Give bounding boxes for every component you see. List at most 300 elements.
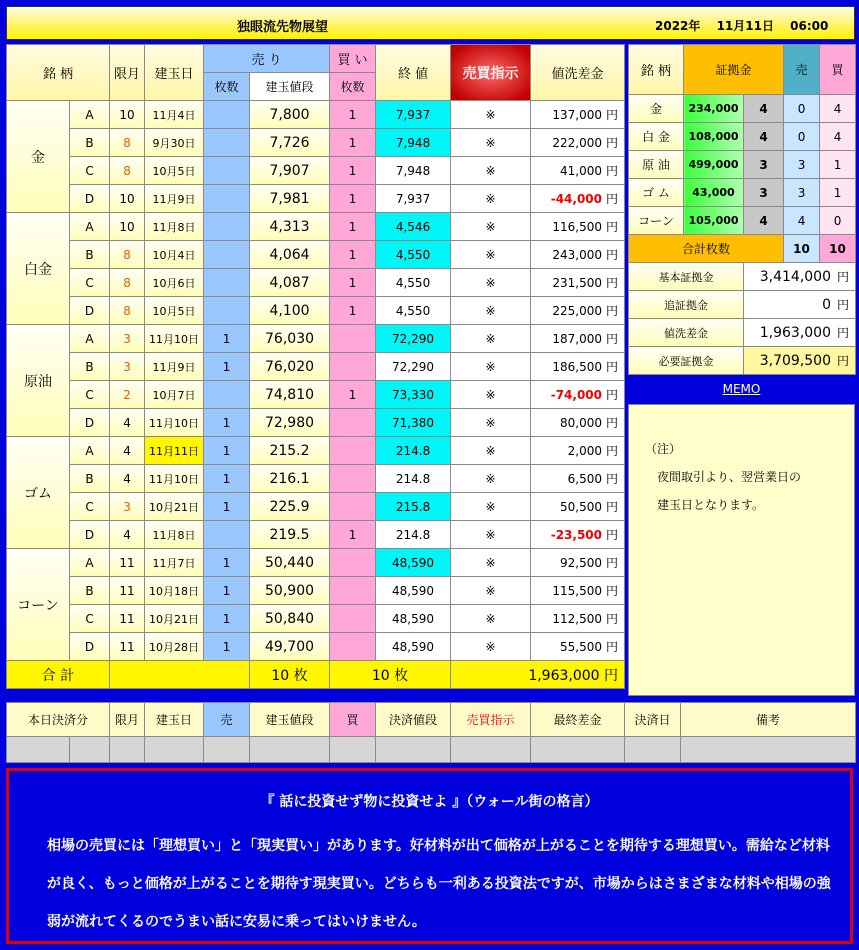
table-row	[7, 381, 625, 409]
summary-row	[629, 319, 856, 347]
instruction-cell[interactable]: ※	[451, 325, 531, 353]
memo-link[interactable]: MEMO	[722, 382, 761, 396]
close-price: 7,937	[376, 185, 451, 213]
close-price: 4,550	[376, 269, 451, 297]
side-header-kai: 買	[820, 45, 856, 95]
diff-value: 186,500	[552, 360, 603, 374]
contract-month: 10	[110, 101, 145, 129]
buy-qty: 1	[330, 213, 376, 241]
history-header: 売	[204, 703, 250, 737]
contract-code: D	[70, 297, 110, 325]
table-row	[7, 521, 625, 549]
history-header: 備考	[681, 703, 856, 737]
contract-code: A	[70, 325, 110, 353]
table-row	[7, 101, 625, 129]
margin-row	[629, 95, 856, 123]
contract-code: B	[70, 465, 110, 493]
valuation-diff	[531, 605, 625, 633]
commodity-name: コーン	[7, 549, 70, 661]
margin-sell: 4	[784, 207, 820, 235]
open-price: 49,700	[250, 633, 330, 661]
open-price: 219.5	[250, 521, 330, 549]
yen-unit: 円	[606, 444, 619, 458]
open-price: 7,907	[250, 157, 330, 185]
instruction-cell[interactable]: ※	[451, 633, 531, 661]
open-date: 10月7日	[145, 381, 204, 409]
header-maisu-kai: 枚数	[330, 73, 376, 101]
message-paragraph: 相場の売買には「理想買い」と「現実買い」があります。好材料が出て価格が上がることを期待する理想買い。需給など材料が良く、もっと価格が上がることを期待す現実買い。どちらも一利ある投資法ですが、市場からはさまざまな材料や相場の強弱が流れてくるのでうまい話に安易に乗ってはいけません。	[47, 838, 831, 930]
summary-amount: 1,963,000	[759, 325, 831, 341]
commodity-name: 白金	[7, 213, 70, 325]
margin-count: 4	[744, 95, 784, 123]
summary-label: 必要証拠金	[629, 347, 744, 375]
instruction-cell[interactable]: ※	[451, 269, 531, 297]
sell-qty	[204, 241, 250, 269]
table-row	[7, 577, 625, 605]
open-price: 4,087	[250, 269, 330, 297]
buy-qty: 1	[330, 185, 376, 213]
yen-unit: 円	[606, 556, 619, 570]
instruction-cell[interactable]: ※	[451, 129, 531, 157]
history-cell[interactable]	[681, 737, 856, 763]
margin-amount: 499,000	[684, 151, 744, 179]
contract-month: 8	[110, 241, 145, 269]
contract-code: C	[70, 605, 110, 633]
contract-code: B	[70, 241, 110, 269]
open-price: 4,313	[250, 213, 330, 241]
margin-commodity: ゴ ム	[629, 179, 684, 207]
sell-qty	[204, 297, 250, 325]
margin-buy: 4	[820, 95, 856, 123]
total-diff: 1,963,000 円	[451, 661, 625, 689]
table-row	[7, 129, 625, 157]
open-date: 10月21日	[145, 605, 204, 633]
open-price: 50,900	[250, 577, 330, 605]
diff-value: 187,000	[552, 332, 603, 346]
sell-qty	[204, 269, 250, 297]
history-header: 建玉日	[145, 703, 204, 737]
yen-unit: 円	[837, 270, 850, 284]
open-date: 11月8日	[145, 521, 204, 549]
buy-qty: 1	[330, 521, 376, 549]
instruction-cell[interactable]: ※	[451, 185, 531, 213]
diff-value: 137,000	[552, 108, 603, 122]
buy-qty: 1	[330, 381, 376, 409]
margin-commodity: 原 油	[629, 151, 684, 179]
open-price: 7,981	[250, 185, 330, 213]
open-date: 10月5日	[145, 297, 204, 325]
contract-month: 11	[110, 633, 145, 661]
diff-value: 50,500	[560, 500, 603, 514]
sell-qty	[204, 521, 250, 549]
header-owarine: 終 値	[376, 45, 451, 101]
open-price: 74,810	[250, 381, 330, 409]
datetime: 2022年 11月11日 06:00	[655, 19, 829, 33]
close-price: 48,590	[376, 549, 451, 577]
contract-code: D	[70, 185, 110, 213]
yen-unit: 円	[606, 640, 619, 654]
table-row	[7, 633, 625, 661]
valuation-diff	[531, 213, 625, 241]
close-price: 214.8	[376, 437, 451, 465]
summary-row	[629, 347, 856, 375]
table-row	[7, 549, 625, 577]
margin-buy: 4	[820, 123, 856, 151]
diff-value: 231,500	[552, 276, 603, 290]
close-price: 48,590	[376, 577, 451, 605]
open-price: 7,800	[250, 101, 330, 129]
baibai-shiji-button[interactable]: 売買指示	[451, 45, 531, 101]
open-date: 11月7日	[145, 549, 204, 577]
contract-month: 4	[110, 465, 145, 493]
yen-unit: 円	[837, 298, 850, 312]
summary-amount: 0	[822, 297, 831, 313]
open-date: 10月5日	[145, 157, 204, 185]
valuation-diff	[531, 549, 625, 577]
header-gengetsu: 限月	[110, 45, 145, 101]
sell-qty: 1	[204, 353, 250, 381]
contract-month: 11	[110, 605, 145, 633]
diff-value: 243,000	[552, 248, 603, 262]
side-header-shokokin: 証拠金	[684, 45, 784, 95]
contract-code: A	[70, 549, 110, 577]
yen-unit: 円	[606, 192, 619, 206]
contract-code: C	[70, 493, 110, 521]
valuation-diff	[531, 493, 625, 521]
yen-unit: 円	[606, 584, 619, 598]
history-cell[interactable]	[145, 737, 204, 763]
open-date: 11月10日	[145, 409, 204, 437]
diff-value: -44,000	[550, 192, 603, 206]
history-header: 最終差金	[531, 703, 625, 737]
diff-value: -23,500	[550, 528, 603, 542]
open-price: 50,840	[250, 605, 330, 633]
contract-month: 3	[110, 353, 145, 381]
yen-unit: 円	[606, 248, 619, 262]
commodity-name: 金	[7, 101, 70, 213]
open-date: 11月11日	[145, 437, 204, 465]
valuation-diff	[531, 437, 625, 465]
instruction-cell[interactable]: ※	[451, 521, 531, 549]
instruction-cell[interactable]: ※	[451, 465, 531, 493]
table-row	[7, 241, 625, 269]
contract-code: B	[70, 577, 110, 605]
instruction-cell[interactable]: ※	[451, 381, 531, 409]
yen-unit: 円	[606, 304, 619, 318]
close-price: 4,550	[376, 297, 451, 325]
contract-month: 10	[110, 213, 145, 241]
yen-unit: 円	[606, 360, 619, 374]
sell-qty: 1	[204, 605, 250, 633]
diff-value: 55,500	[560, 640, 603, 654]
header-meigara: 銘 柄	[7, 45, 110, 101]
margin-commodity: 金	[629, 95, 684, 123]
table-row	[7, 353, 625, 381]
valuation-diff	[531, 381, 625, 409]
close-price: 7,948	[376, 129, 451, 157]
valuation-diff	[531, 465, 625, 493]
sell-qty: 1	[204, 633, 250, 661]
contract-code: C	[70, 269, 110, 297]
sell-qty: 1	[204, 437, 250, 465]
summary-value	[744, 291, 856, 319]
margin-buy: 1	[820, 179, 856, 207]
yen-unit: 円	[606, 500, 619, 514]
sell-qty: 1	[204, 465, 250, 493]
history-cell[interactable]	[7, 737, 70, 763]
margin-buy: 1	[820, 151, 856, 179]
table-row	[7, 297, 625, 325]
yen-unit: 円	[606, 528, 619, 542]
history-cell[interactable]	[204, 737, 250, 763]
table-row	[7, 437, 625, 465]
yen-unit: 円	[606, 416, 619, 430]
side-header-meigara: 銘 柄	[629, 45, 684, 95]
total-uri: 10 枚	[250, 661, 330, 689]
history-header: 限月	[110, 703, 145, 737]
buy-qty: 1	[330, 241, 376, 269]
contract-month: 3	[110, 493, 145, 521]
close-price: 71,380	[376, 409, 451, 437]
yen-unit: 円	[606, 388, 619, 402]
table-row	[7, 409, 625, 437]
contract-month: 11	[110, 549, 145, 577]
buy-qty	[330, 605, 376, 633]
instruction-cell[interactable]: ※	[451, 213, 531, 241]
close-price: 4,550	[376, 241, 451, 269]
header-saikin: 値洗差金	[531, 45, 625, 101]
yen-unit: 円	[606, 332, 619, 346]
margin-total-row	[629, 235, 856, 263]
buy-qty: 1	[330, 129, 376, 157]
margin-count: 4	[744, 207, 784, 235]
page-title: 独眼流先物展望	[237, 20, 329, 35]
margin-row	[629, 123, 856, 151]
yen-unit: 円	[606, 108, 619, 122]
open-price: 215.2	[250, 437, 330, 465]
history-cell[interactable]	[70, 737, 110, 763]
sell-qty	[204, 185, 250, 213]
margin-amount: 43,000	[684, 179, 744, 207]
buy-qty	[330, 493, 376, 521]
open-price: 72,980	[250, 409, 330, 437]
valuation-diff	[531, 325, 625, 353]
instruction-cell[interactable]: ※	[451, 577, 531, 605]
contract-code: B	[70, 353, 110, 381]
valuation-diff	[531, 185, 625, 213]
close-price: 214.8	[376, 465, 451, 493]
open-date: 11月8日	[145, 213, 204, 241]
summary-row	[629, 263, 856, 291]
valuation-diff	[531, 577, 625, 605]
summary-row	[629, 291, 856, 319]
open-price: 76,030	[250, 325, 330, 353]
table-row	[7, 493, 625, 521]
buy-qty: 1	[330, 269, 376, 297]
buy-qty	[330, 437, 376, 465]
valuation-diff	[531, 297, 625, 325]
diff-value: 115,500	[552, 584, 603, 598]
close-price: 48,590	[376, 605, 451, 633]
close-price: 72,290	[376, 325, 451, 353]
contract-month: 8	[110, 269, 145, 297]
open-price: 4,064	[250, 241, 330, 269]
open-date: 10月18日	[145, 577, 204, 605]
close-price: 48,590	[376, 633, 451, 661]
summary-label: 追証拠金	[629, 291, 744, 319]
buy-qty	[330, 549, 376, 577]
history-cell[interactable]	[250, 737, 330, 763]
diff-value: 41,000	[560, 164, 603, 178]
yen-unit: 円	[606, 136, 619, 150]
open-date: 11月10日	[145, 325, 204, 353]
sell-qty	[204, 213, 250, 241]
commodity-name: 原油	[7, 325, 70, 437]
yen-unit: 円	[606, 164, 619, 178]
buy-qty: 1	[330, 101, 376, 129]
margin-amount: 108,000	[684, 123, 744, 151]
header-maisu-uri: 枚数	[204, 73, 250, 101]
contract-month: 10	[110, 185, 145, 213]
contract-code: D	[70, 633, 110, 661]
memo-line: （注）	[645, 442, 682, 456]
margin-sell: 3	[784, 179, 820, 207]
contract-code: B	[70, 129, 110, 157]
history-cell[interactable]	[625, 737, 681, 763]
close-price: 72,290	[376, 353, 451, 381]
buy-qty: 1	[330, 157, 376, 185]
memo-line: 建玉日となります。	[645, 498, 765, 512]
open-date: 11月9日	[145, 353, 204, 381]
contract-code: A	[70, 101, 110, 129]
valuation-diff	[531, 129, 625, 157]
instruction-cell[interactable]: ※	[451, 241, 531, 269]
total-count-label: 合計枚数	[629, 235, 784, 263]
summary-amount: 3,414,000	[759, 269, 831, 285]
history-header: 決済値段	[376, 703, 451, 737]
valuation-diff	[531, 633, 625, 661]
instruction-cell[interactable]: ※	[451, 157, 531, 185]
margin-sell: 0	[784, 95, 820, 123]
diff-value: 112,500	[552, 612, 603, 626]
table-row	[7, 157, 625, 185]
valuation-diff	[531, 353, 625, 381]
history-header: 決済日	[625, 703, 681, 737]
summary-label: 基本証拠金	[629, 263, 744, 291]
header-uri: 売 り	[204, 45, 330, 73]
margin-row	[629, 179, 856, 207]
header-tategyokubi: 建玉日	[145, 45, 204, 101]
history-header: 建玉値段	[250, 703, 330, 737]
instruction-cell[interactable]: ※	[451, 493, 531, 521]
history-header: 売買指示	[451, 703, 531, 737]
contract-month: 4	[110, 521, 145, 549]
instruction-cell[interactable]: ※	[451, 297, 531, 325]
contract-month: 8	[110, 129, 145, 157]
table-row	[7, 185, 625, 213]
open-date: 10月28日	[145, 633, 204, 661]
sell-qty: 1	[204, 577, 250, 605]
instruction-cell[interactable]: ※	[451, 605, 531, 633]
summary-amount: 3,709,500	[759, 353, 831, 369]
diff-value: 80,000	[560, 416, 603, 430]
history-cell[interactable]	[451, 737, 531, 763]
valuation-diff	[531, 101, 625, 129]
instruction-cell[interactable]: ※	[451, 409, 531, 437]
sell-qty	[204, 101, 250, 129]
open-price: 216.1	[250, 465, 330, 493]
valuation-diff	[531, 521, 625, 549]
history-cell[interactable]	[531, 737, 625, 763]
contract-month: 11	[110, 577, 145, 605]
valuation-diff	[531, 269, 625, 297]
table-row	[7, 213, 625, 241]
margin-buy: 0	[820, 207, 856, 235]
sell-qty: 1	[204, 549, 250, 577]
commodity-name: ゴム	[7, 437, 70, 549]
buy-qty	[330, 325, 376, 353]
margin-count: 4	[744, 123, 784, 151]
buy-qty	[330, 633, 376, 661]
settlement-table	[6, 702, 856, 763]
yen-unit: 円	[606, 276, 619, 290]
side-header-uri: 売	[784, 45, 820, 95]
buy-qty	[330, 465, 376, 493]
total-label: 合 計	[7, 661, 110, 689]
margin-count: 3	[744, 151, 784, 179]
valuation-diff	[531, 157, 625, 185]
history-cell[interactable]	[330, 737, 376, 763]
sell-qty	[204, 157, 250, 185]
sell-qty: 1	[204, 325, 250, 353]
contract-month: 8	[110, 157, 145, 185]
table-row	[7, 269, 625, 297]
positions-table	[6, 44, 625, 689]
diff-value: 222,000	[552, 136, 603, 150]
diff-value: 92,500	[560, 556, 603, 570]
open-price: 7,726	[250, 129, 330, 157]
close-price: 7,948	[376, 157, 451, 185]
contract-code: A	[70, 437, 110, 465]
header-kai: 買 い	[330, 45, 376, 73]
instruction-cell[interactable]: ※	[451, 549, 531, 577]
diff-value: -74,000	[550, 388, 603, 402]
summary-label: 値洗差金	[629, 319, 744, 347]
instruction-cell[interactable]: ※	[451, 353, 531, 381]
buy-qty: 1	[330, 297, 376, 325]
instruction-cell[interactable]: ※	[451, 101, 531, 129]
contract-code: D	[70, 409, 110, 437]
history-header: 本日決済分	[7, 703, 110, 737]
contract-month: 8	[110, 297, 145, 325]
buy-qty	[330, 409, 376, 437]
buy-qty	[330, 577, 376, 605]
yen-unit: 円	[606, 220, 619, 234]
history-cell[interactable]	[110, 737, 145, 763]
margin-row	[629, 151, 856, 179]
margin-amount: 234,000	[684, 95, 744, 123]
table-row	[7, 605, 625, 633]
yen-unit: 円	[837, 326, 850, 340]
instruction-cell[interactable]: ※	[451, 437, 531, 465]
valuation-diff	[531, 241, 625, 269]
close-price: 7,937	[376, 101, 451, 129]
margin-count: 3	[744, 179, 784, 207]
open-price: 225.9	[250, 493, 330, 521]
margin-sell: 0	[784, 123, 820, 151]
open-date: 10月21日	[145, 493, 204, 521]
history-cell[interactable]	[376, 737, 451, 763]
